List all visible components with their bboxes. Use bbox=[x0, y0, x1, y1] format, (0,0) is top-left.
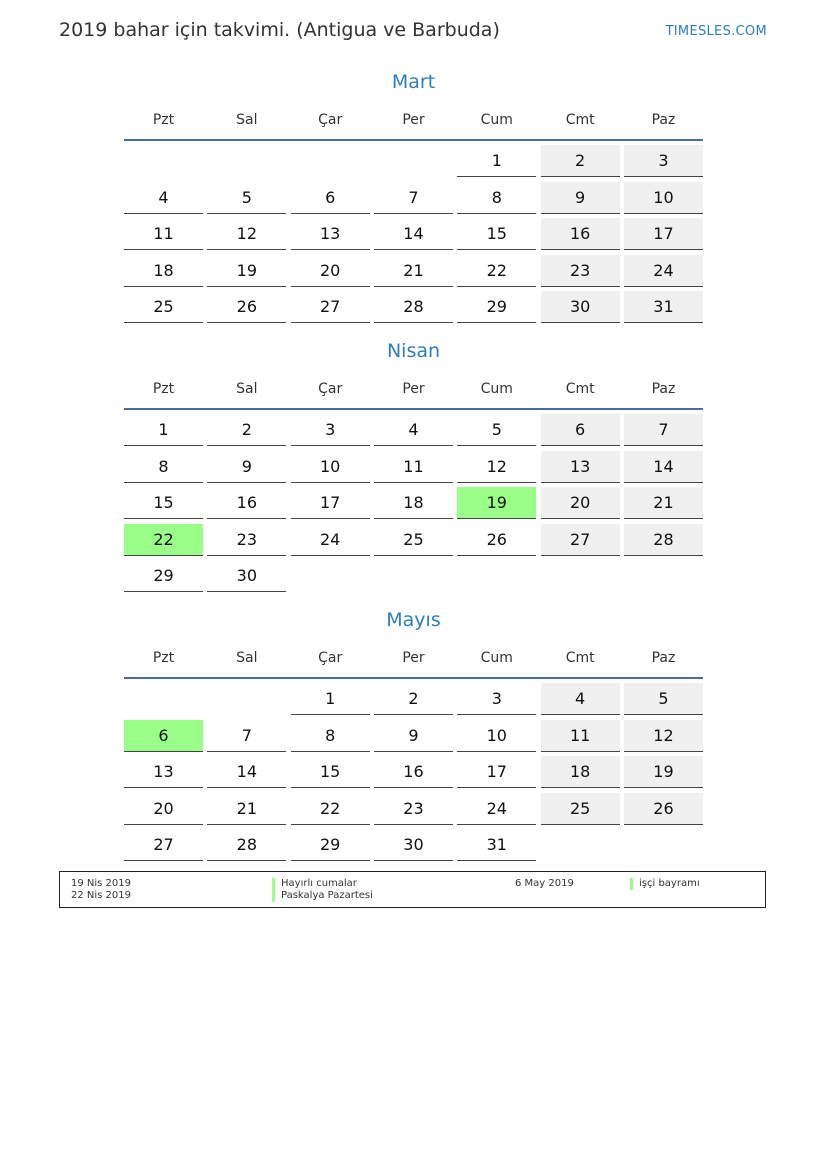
day-cell: 28 bbox=[207, 829, 286, 861]
day-cell: 19 bbox=[207, 255, 286, 287]
day-cell: 15 bbox=[124, 487, 203, 519]
day-cell: 26 bbox=[207, 291, 286, 323]
weekend-day-cell: 25 bbox=[541, 793, 620, 825]
day-cell: 30 bbox=[374, 829, 453, 861]
weekday-label: Paz bbox=[651, 112, 676, 128]
weekday-label: Pzt bbox=[152, 381, 175, 397]
day-grid bbox=[124, 414, 703, 597]
day-cell: 11 bbox=[124, 218, 203, 250]
weekend-day-cell: 23 bbox=[541, 255, 620, 287]
weekday-label: Paz bbox=[651, 650, 676, 666]
weekend-day-cell: 16 bbox=[541, 218, 620, 250]
day-cell: 8 bbox=[457, 182, 536, 214]
day-cell: 2 bbox=[374, 683, 453, 715]
empty-day-cell bbox=[374, 145, 453, 177]
day-grid bbox=[124, 145, 703, 328]
day-cell: 3 bbox=[291, 414, 370, 446]
weekday-label: Pzt bbox=[152, 112, 175, 128]
legend-holiday-name: Hayırlı cumalar bbox=[272, 878, 357, 890]
day-cell: 4 bbox=[374, 414, 453, 446]
legend-date: 22 Nis 2019 bbox=[71, 890, 131, 901]
weekend-day-cell: 12 bbox=[624, 720, 703, 752]
day-cell: 17 bbox=[291, 487, 370, 519]
day-cell: 11 bbox=[374, 451, 453, 483]
day-cell: 28 bbox=[374, 291, 453, 323]
weekday-label: Per bbox=[402, 381, 425, 397]
day-cell: 5 bbox=[207, 182, 286, 214]
legend-holiday-name: işçi bayramı bbox=[630, 878, 700, 890]
day-cell: 16 bbox=[207, 487, 286, 519]
day-cell: 25 bbox=[124, 291, 203, 323]
day-cell: 13 bbox=[291, 218, 370, 250]
day-cell: 26 bbox=[457, 524, 536, 556]
weekend-day-cell: 9 bbox=[541, 182, 620, 214]
day-cell: 14 bbox=[207, 756, 286, 788]
day-cell: 21 bbox=[207, 793, 286, 825]
legend-holiday-name: Paskalya Pazartesi bbox=[272, 890, 373, 902]
holiday-day-cell: 19 bbox=[457, 487, 536, 519]
day-cell: 12 bbox=[457, 451, 536, 483]
weekend-day-cell: 30 bbox=[541, 291, 620, 323]
weekend-day-cell: 18 bbox=[541, 756, 620, 788]
holiday-legend bbox=[59, 871, 766, 908]
day-cell: 4 bbox=[124, 182, 203, 214]
day-cell: 17 bbox=[457, 756, 536, 788]
day-cell: 20 bbox=[124, 793, 203, 825]
day-cell: 1 bbox=[291, 683, 370, 715]
page-title: 2019 bahar için takvimi. (Antigua ve Barbuda) bbox=[59, 19, 500, 41]
day-cell: 9 bbox=[207, 451, 286, 483]
day-cell: 29 bbox=[124, 560, 203, 592]
month-title: Mayıs bbox=[386, 609, 441, 631]
weekend-day-cell: 10 bbox=[624, 182, 703, 214]
day-cell: 12 bbox=[207, 218, 286, 250]
day-cell: 1 bbox=[457, 145, 536, 177]
day-cell: 10 bbox=[291, 451, 370, 483]
weekend-day-cell: 27 bbox=[541, 524, 620, 556]
day-cell: 2 bbox=[207, 414, 286, 446]
day-cell: 18 bbox=[374, 487, 453, 519]
weekday-label: Pzt bbox=[152, 650, 175, 666]
day-cell: 15 bbox=[291, 756, 370, 788]
holiday-day-cell: 22 bbox=[124, 524, 203, 556]
weekday-label: Sal bbox=[236, 650, 258, 666]
weekend-day-cell: 4 bbox=[541, 683, 620, 715]
day-cell: 20 bbox=[291, 255, 370, 287]
weekend-day-cell: 26 bbox=[624, 793, 703, 825]
holiday-day-cell: 6 bbox=[124, 720, 203, 752]
weekday-header bbox=[124, 640, 703, 676]
day-cell: 30 bbox=[207, 560, 286, 592]
empty-day-cell bbox=[291, 145, 370, 177]
day-cell: 7 bbox=[374, 182, 453, 214]
day-cell: 14 bbox=[374, 218, 453, 250]
legend-date: 19 Nis 2019 bbox=[71, 878, 131, 889]
day-cell: 27 bbox=[124, 829, 203, 861]
weekday-label: Cum bbox=[480, 381, 513, 397]
month-title: Mart bbox=[391, 71, 436, 93]
weekend-day-cell: 17 bbox=[624, 218, 703, 250]
day-cell: 22 bbox=[291, 793, 370, 825]
empty-day-cell bbox=[207, 683, 286, 715]
header-divider bbox=[124, 139, 703, 141]
day-cell: 10 bbox=[457, 720, 536, 752]
weekday-label: Per bbox=[402, 112, 425, 128]
day-cell: 8 bbox=[124, 451, 203, 483]
weekend-day-cell: 6 bbox=[541, 414, 620, 446]
weekend-day-cell: 5 bbox=[624, 683, 703, 715]
month-march bbox=[124, 67, 703, 328]
weekday-label: Cmt bbox=[565, 112, 595, 128]
header-divider bbox=[124, 408, 703, 410]
day-cell: 8 bbox=[291, 720, 370, 752]
weekend-day-cell: 20 bbox=[541, 487, 620, 519]
month-may bbox=[124, 605, 703, 866]
weekday-header bbox=[124, 102, 703, 138]
month-april bbox=[124, 336, 703, 597]
day-cell: 22 bbox=[457, 255, 536, 287]
weekend-day-cell: 14 bbox=[624, 451, 703, 483]
empty-day-cell bbox=[124, 683, 203, 715]
weekend-day-cell: 7 bbox=[624, 414, 703, 446]
day-cell: 29 bbox=[291, 829, 370, 861]
weekend-day-cell: 3 bbox=[624, 145, 703, 177]
day-cell: 13 bbox=[124, 756, 203, 788]
weekday-label: Cmt bbox=[565, 650, 595, 666]
month-title: Nisan bbox=[386, 340, 441, 362]
day-cell: 21 bbox=[374, 255, 453, 287]
weekend-day-cell: 2 bbox=[541, 145, 620, 177]
day-cell: 15 bbox=[457, 218, 536, 250]
day-cell: 1 bbox=[124, 414, 203, 446]
weekday-label: Sal bbox=[236, 112, 258, 128]
weekend-day-cell: 24 bbox=[624, 255, 703, 287]
day-cell: 3 bbox=[457, 683, 536, 715]
weekday-label: Paz bbox=[651, 381, 676, 397]
day-cell: 23 bbox=[374, 793, 453, 825]
weekday-header bbox=[124, 371, 703, 407]
day-cell: 9 bbox=[374, 720, 453, 752]
brand-link[interactable]: TIMESLES.COM bbox=[665, 24, 767, 39]
weekday-label: Sal bbox=[236, 381, 258, 397]
legend-date: 6 May 2019 bbox=[515, 878, 574, 889]
day-cell: 24 bbox=[457, 793, 536, 825]
weekday-label: Cum bbox=[480, 650, 513, 666]
day-cell: 27 bbox=[291, 291, 370, 323]
weekend-day-cell: 31 bbox=[624, 291, 703, 323]
day-cell: 16 bbox=[374, 756, 453, 788]
day-cell: 29 bbox=[457, 291, 536, 323]
weekday-label: Per bbox=[402, 650, 425, 666]
weekday-label: Cmt bbox=[565, 381, 595, 397]
day-cell: 23 bbox=[207, 524, 286, 556]
weekday-label: Çar bbox=[318, 112, 343, 128]
day-cell: 24 bbox=[291, 524, 370, 556]
day-cell: 18 bbox=[124, 255, 203, 287]
day-cell: 25 bbox=[374, 524, 453, 556]
day-cell: 7 bbox=[207, 720, 286, 752]
empty-day-cell bbox=[207, 145, 286, 177]
day-cell: 5 bbox=[457, 414, 536, 446]
day-cell: 6 bbox=[291, 182, 370, 214]
weekend-day-cell: 19 bbox=[624, 756, 703, 788]
weekday-label: Cum bbox=[480, 112, 513, 128]
header-divider bbox=[124, 677, 703, 679]
weekend-day-cell: 21 bbox=[624, 487, 703, 519]
empty-day-cell bbox=[124, 145, 203, 177]
weekend-day-cell: 11 bbox=[541, 720, 620, 752]
weekday-label: Çar bbox=[318, 381, 343, 397]
day-grid bbox=[124, 683, 703, 866]
weekend-day-cell: 28 bbox=[624, 524, 703, 556]
day-cell: 31 bbox=[457, 829, 536, 861]
weekend-day-cell: 13 bbox=[541, 451, 620, 483]
weekday-label: Çar bbox=[318, 650, 343, 666]
